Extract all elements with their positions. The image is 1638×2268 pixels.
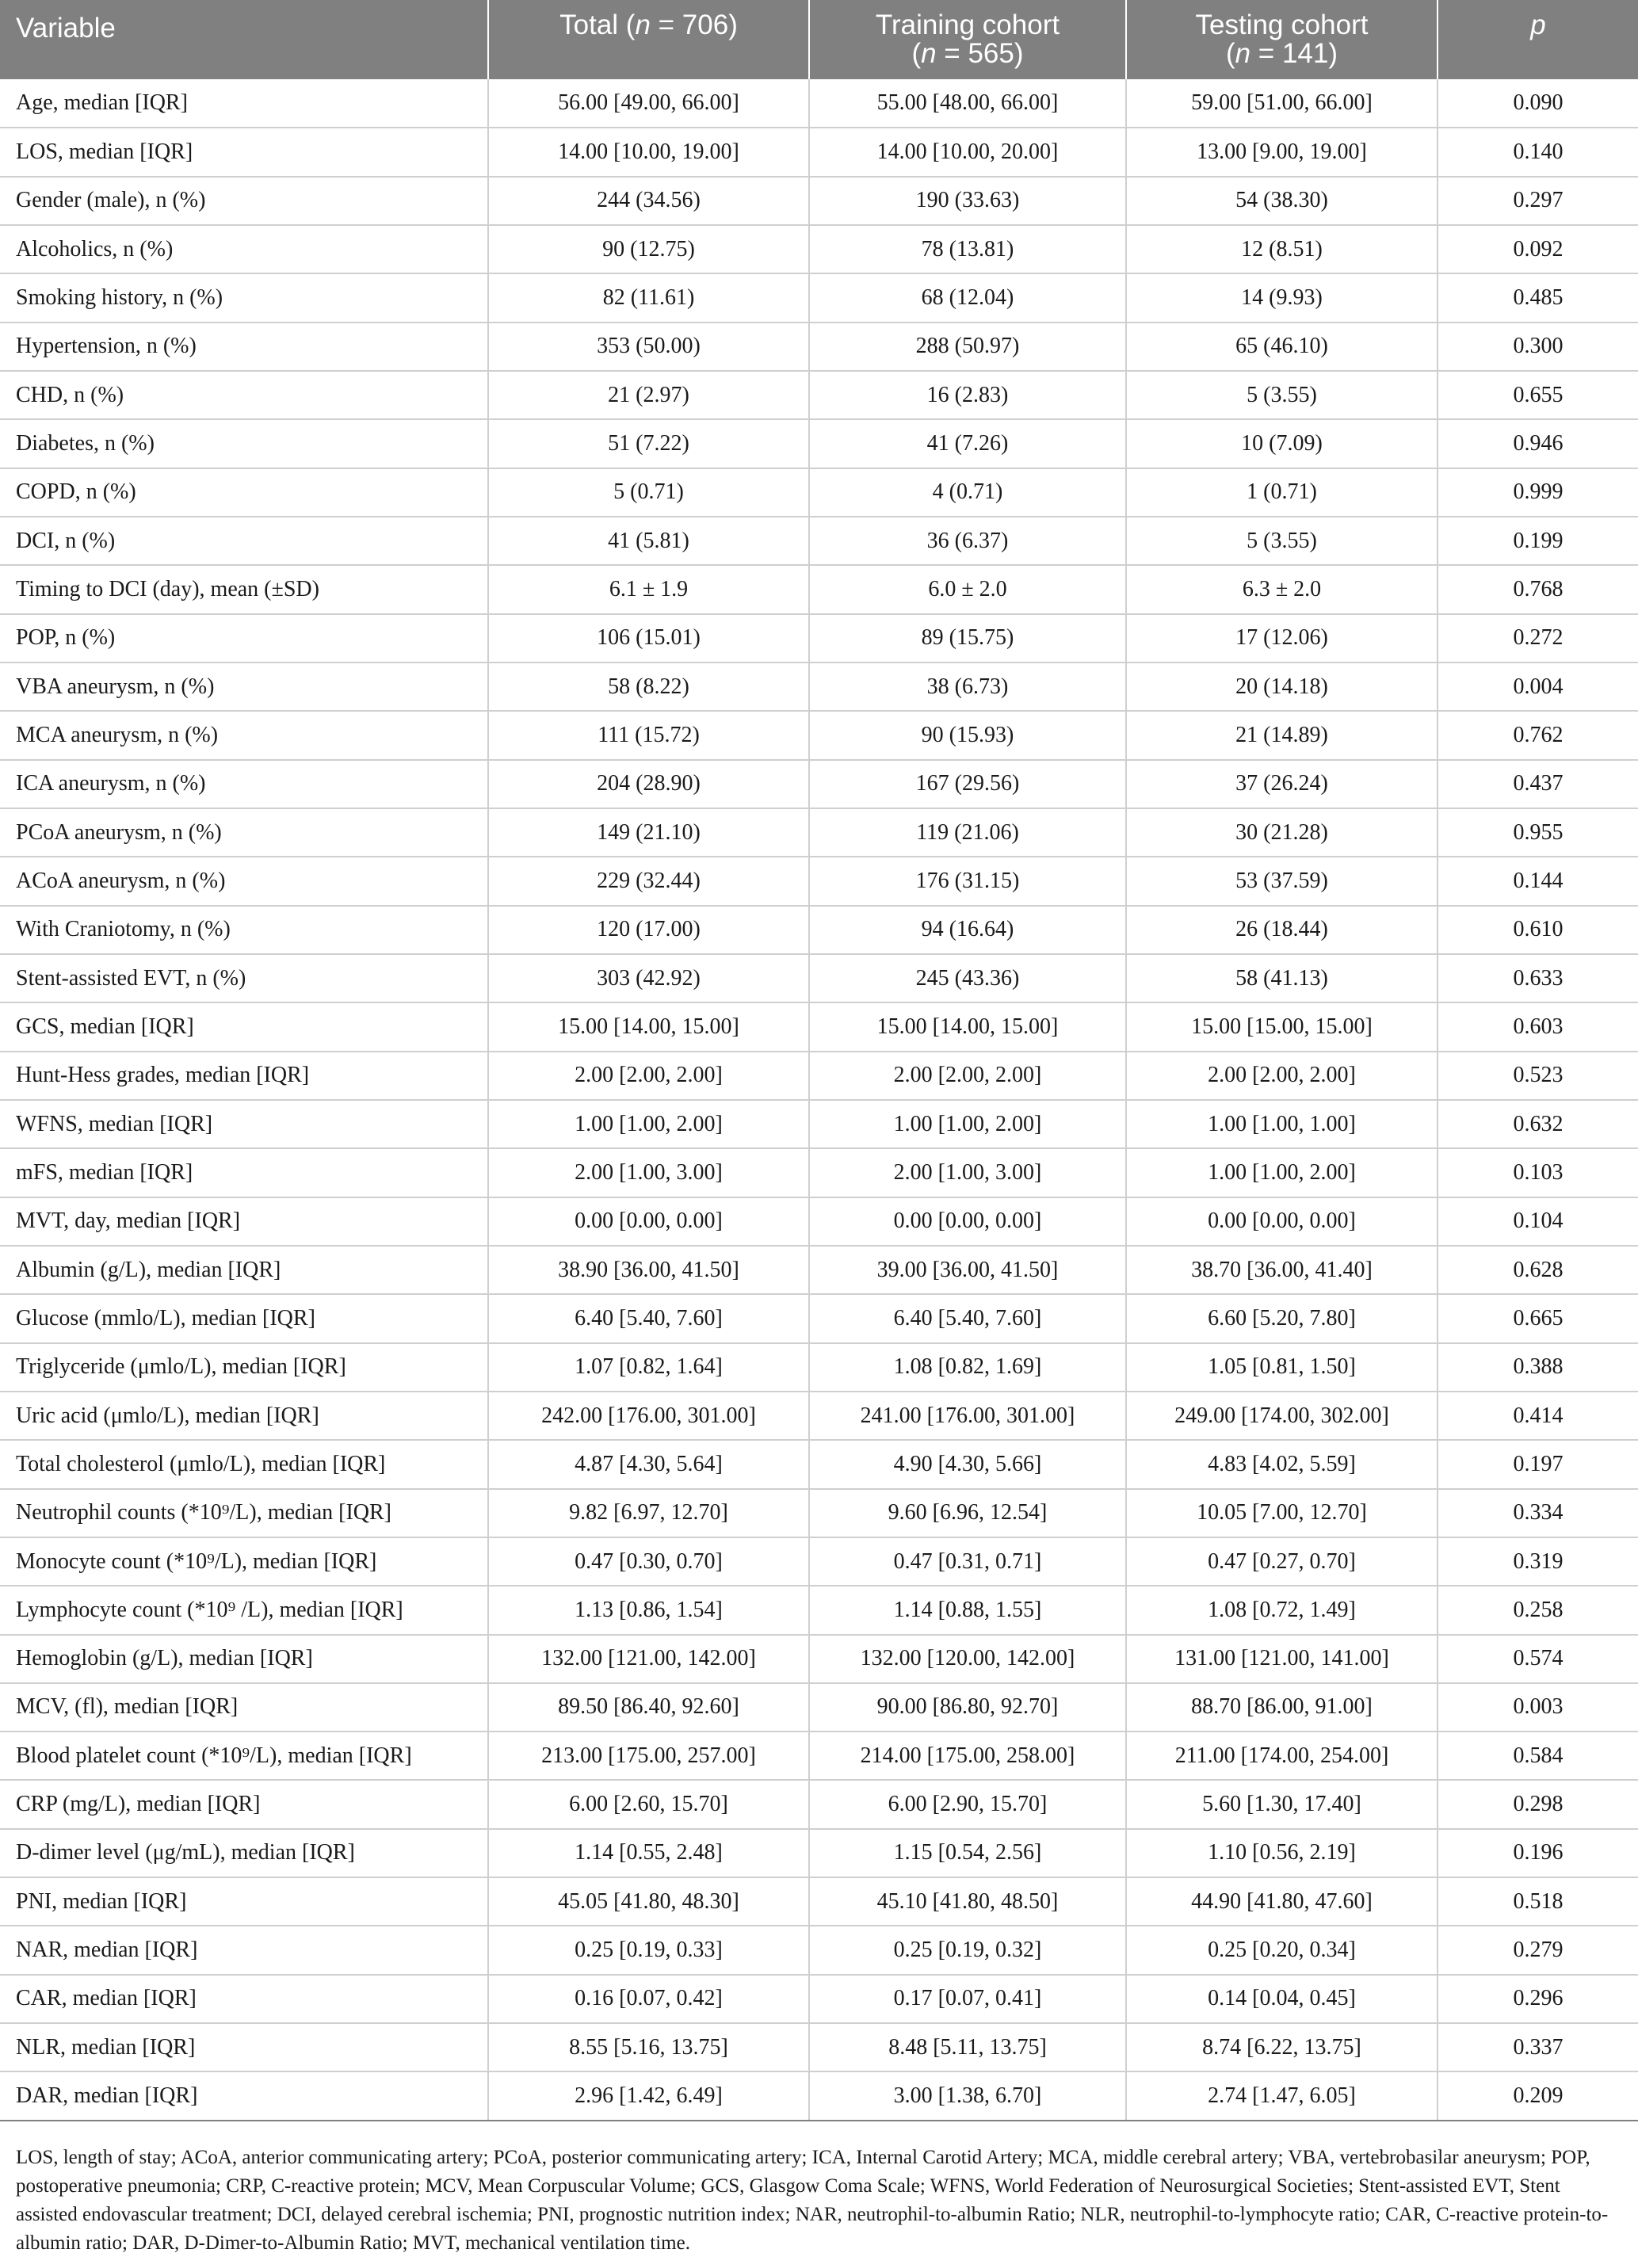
table-row bbox=[0, 1780, 1638, 1828]
cell-training: 8.48 [5.11, 13.75] bbox=[809, 2023, 1126, 2071]
cell-total: 229 (32.44) bbox=[488, 857, 809, 905]
cell-training: 245 (43.36) bbox=[809, 954, 1126, 1002]
cell-testing: 37 (26.24) bbox=[1126, 760, 1438, 808]
cell-total: 90 (12.75) bbox=[488, 225, 809, 273]
table-row bbox=[0, 1683, 1638, 1732]
cell-training: 36 (6.37) bbox=[809, 517, 1126, 565]
cell-p-value: 0.955 bbox=[1438, 808, 1638, 857]
cell-training: 1.15 [0.54, 2.56] bbox=[809, 1829, 1126, 1877]
cell-p-value: 0.768 bbox=[1438, 565, 1638, 613]
table-row bbox=[0, 857, 1638, 905]
table-row bbox=[0, 1926, 1638, 1974]
cell-p-value: 0.272 bbox=[1438, 614, 1638, 662]
table-header bbox=[0, 0, 1638, 79]
cell-variable: Total cholesterol (μmlo/L), median [IQR] bbox=[0, 1440, 488, 1488]
table-row bbox=[0, 2023, 1638, 2071]
table-row bbox=[0, 273, 1638, 322]
header-p-value: p bbox=[1438, 0, 1638, 79]
table-row bbox=[0, 1877, 1638, 1926]
cell-total: 213.00 [175.00, 257.00] bbox=[488, 1732, 809, 1780]
cell-testing: 0.25 [0.20, 0.34] bbox=[1126, 1926, 1438, 1974]
table-row bbox=[0, 177, 1638, 225]
cell-total: 89.50 [86.40, 92.60] bbox=[488, 1683, 809, 1732]
cell-variable: Diabetes, n (%) bbox=[0, 419, 488, 468]
table-footnote: LOS, length of stay; ACoA, anterior communicating artery; PCoA, posterior communicating artery; ICA, Internal Carotid Artery; MCA, middle cerebral artery; VBA, vertebrobasilar aneurysm; POP, postoperative pneumonia; CRP, C-reactive protein; MCV, Mean Corpuscular Volume; GCS, Glasgow Coma Scale; WFNS, World Federation of Neurosurgical Societies; Stent-assisted EVT, Stent assisted endovascular treatment; DCI, delayed cerebral ischemia; PNI, prognostic nutrition index; NAR, neutrophil-to-albumin Ratio; NLR, neutrophil-to-lymphocyte ratio; CAR, C-reactive protein-to-albumin ratio; DAR, D-Dimer-to-Albumin Ratio; MVT, mechanical ventilation time. bbox=[16, 2147, 1609, 2254]
cell-variable: With Craniotomy, n (%) bbox=[0, 906, 488, 954]
cell-total: 6.00 [2.60, 15.70] bbox=[488, 1780, 809, 1828]
table-row bbox=[0, 1294, 1638, 1342]
cell-p-value: 0.414 bbox=[1438, 1392, 1638, 1440]
cell-total: 21 (2.97) bbox=[488, 371, 809, 419]
cell-testing: 2.74 [1.47, 6.05] bbox=[1126, 2071, 1438, 2120]
cell-testing: 14 (9.93) bbox=[1126, 273, 1438, 322]
cell-testing: 1.05 [0.81, 1.50] bbox=[1126, 1343, 1438, 1392]
cell-training: 2.00 [2.00, 2.00] bbox=[809, 1052, 1126, 1100]
table-row bbox=[0, 1732, 1638, 1780]
cell-training: 3.00 [1.38, 6.70] bbox=[809, 2071, 1126, 2120]
cell-variable: Monocyte count (*10⁹/L), median [IQR] bbox=[0, 1537, 488, 1586]
cell-testing: 88.70 [86.00, 91.00] bbox=[1126, 1683, 1438, 1732]
cell-training: 14.00 [10.00, 20.00] bbox=[809, 128, 1126, 176]
cell-testing: 44.90 [41.80, 47.60] bbox=[1126, 1877, 1438, 1926]
cell-training: 78 (13.81) bbox=[809, 225, 1126, 273]
cell-variable: DAR, median [IQR] bbox=[0, 2071, 488, 2120]
cell-variable: Blood platelet count (*10⁹/L), median [IQR] bbox=[0, 1732, 488, 1780]
cell-training: 1.14 [0.88, 1.55] bbox=[809, 1586, 1126, 1634]
cell-testing: 54 (38.30) bbox=[1126, 177, 1438, 225]
cell-p-value: 0.298 bbox=[1438, 1780, 1638, 1828]
table-row bbox=[0, 1392, 1638, 1440]
cell-training: 0.17 [0.07, 0.41] bbox=[809, 1975, 1126, 2023]
table-row bbox=[0, 711, 1638, 759]
cell-total: 1.00 [1.00, 2.00] bbox=[488, 1100, 809, 1148]
cell-p-value: 0.209 bbox=[1438, 2071, 1638, 2120]
cell-testing: 1.00 [1.00, 2.00] bbox=[1126, 1148, 1438, 1197]
cell-p-value: 0.628 bbox=[1438, 1246, 1638, 1294]
cell-training: 176 (31.15) bbox=[809, 857, 1126, 905]
cell-variable: Albumin (g/L), median [IQR] bbox=[0, 1246, 488, 1294]
cell-testing: 15.00 [15.00, 15.00] bbox=[1126, 1002, 1438, 1051]
cell-total: 0.16 [0.07, 0.42] bbox=[488, 1975, 809, 2023]
cell-variable: ICA aneurysm, n (%) bbox=[0, 760, 488, 808]
cell-total: 14.00 [10.00, 19.00] bbox=[488, 128, 809, 176]
table-row bbox=[0, 1537, 1638, 1586]
cell-variable: NAR, median [IQR] bbox=[0, 1926, 488, 1974]
table-row bbox=[0, 2071, 1638, 2120]
cell-testing: 1.00 [1.00, 1.00] bbox=[1126, 1100, 1438, 1148]
table-row bbox=[0, 225, 1638, 273]
cell-training: 90.00 [86.80, 92.70] bbox=[809, 1683, 1126, 1732]
cell-total: 58 (8.22) bbox=[488, 662, 809, 711]
cell-variable: Stent-assisted EVT, n (%) bbox=[0, 954, 488, 1002]
cell-p-value: 0.090 bbox=[1438, 79, 1638, 128]
cell-total: 0.00 [0.00, 0.00] bbox=[488, 1197, 809, 1246]
cell-p-value: 0.199 bbox=[1438, 517, 1638, 565]
table-row bbox=[0, 1002, 1638, 1051]
table-row bbox=[0, 1052, 1638, 1100]
table-row bbox=[0, 1148, 1638, 1197]
cell-training: 4 (0.71) bbox=[809, 468, 1126, 517]
cell-testing: 8.74 [6.22, 13.75] bbox=[1126, 2023, 1438, 2071]
table-row bbox=[0, 662, 1638, 711]
cell-testing: 0.14 [0.04, 0.45] bbox=[1126, 1975, 1438, 2023]
header-row bbox=[0, 0, 1638, 79]
cell-total: 149 (21.10) bbox=[488, 808, 809, 857]
cell-variable: DCI, n (%) bbox=[0, 517, 488, 565]
cell-variable: WFNS, median [IQR] bbox=[0, 1100, 488, 1148]
table-row bbox=[0, 808, 1638, 857]
cell-variable: PCoA aneurysm, n (%) bbox=[0, 808, 488, 857]
cell-total: 8.55 [5.16, 13.75] bbox=[488, 2023, 809, 2071]
table-row bbox=[0, 517, 1638, 565]
cell-p-value: 0.258 bbox=[1438, 1586, 1638, 1634]
cell-testing: 211.00 [174.00, 254.00] bbox=[1126, 1732, 1438, 1780]
cell-total: 0.47 [0.30, 0.70] bbox=[488, 1537, 809, 1586]
cell-testing: 1.08 [0.72, 1.49] bbox=[1126, 1586, 1438, 1634]
cell-variable: MCV, (fl), median [IQR] bbox=[0, 1683, 488, 1732]
cell-p-value: 0.655 bbox=[1438, 371, 1638, 419]
cell-total: 38.90 [36.00, 41.50] bbox=[488, 1246, 809, 1294]
cell-training: 1.00 [1.00, 2.00] bbox=[809, 1100, 1126, 1148]
cell-total: 45.05 [41.80, 48.30] bbox=[488, 1877, 809, 1926]
cell-testing: 5 (3.55) bbox=[1126, 517, 1438, 565]
cell-training: 39.00 [36.00, 41.50] bbox=[809, 1246, 1126, 1294]
cell-p-value: 0.092 bbox=[1438, 225, 1638, 273]
cell-p-value: 0.999 bbox=[1438, 468, 1638, 517]
cell-total: 51 (7.22) bbox=[488, 419, 809, 468]
cell-variable: CHD, n (%) bbox=[0, 371, 488, 419]
cell-total: 120 (17.00) bbox=[488, 906, 809, 954]
cell-training: 4.90 [4.30, 5.66] bbox=[809, 1440, 1126, 1488]
cell-variable: VBA aneurysm, n (%) bbox=[0, 662, 488, 711]
cell-variable: GCS, median [IQR] bbox=[0, 1002, 488, 1051]
header-total: Total (n = 706) bbox=[488, 0, 809, 79]
cell-p-value: 0.633 bbox=[1438, 954, 1638, 1002]
table-row bbox=[0, 1100, 1638, 1148]
cell-testing: 1.10 [0.56, 2.19] bbox=[1126, 1829, 1438, 1877]
cell-variable: CAR, median [IQR] bbox=[0, 1975, 488, 2023]
cell-p-value: 0.104 bbox=[1438, 1197, 1638, 1246]
cell-variable: Gender (male), n (%) bbox=[0, 177, 488, 225]
table-row bbox=[0, 1975, 1638, 2023]
cell-training: 241.00 [176.00, 301.00] bbox=[809, 1392, 1126, 1440]
cell-p-value: 0.334 bbox=[1438, 1489, 1638, 1537]
cell-testing: 10.05 [7.00, 12.70] bbox=[1126, 1489, 1438, 1537]
cell-testing: 131.00 [121.00, 141.00] bbox=[1126, 1635, 1438, 1683]
cell-total: 106 (15.01) bbox=[488, 614, 809, 662]
cell-testing: 59.00 [51.00, 66.00] bbox=[1126, 79, 1438, 128]
cell-total: 6.40 [5.40, 7.60] bbox=[488, 1294, 809, 1342]
cell-total: 5 (0.71) bbox=[488, 468, 809, 517]
cell-testing: 5 (3.55) bbox=[1126, 371, 1438, 419]
cell-testing: 65 (46.10) bbox=[1126, 323, 1438, 371]
cell-testing: 5.60 [1.30, 17.40] bbox=[1126, 1780, 1438, 1828]
table-body bbox=[0, 79, 1638, 2121]
cell-total: 1.13 [0.86, 1.54] bbox=[488, 1586, 809, 1634]
table-row bbox=[0, 760, 1638, 808]
cell-total: 82 (11.61) bbox=[488, 273, 809, 322]
cell-total: 6.1 ± 1.9 bbox=[488, 565, 809, 613]
cell-testing: 10 (7.09) bbox=[1126, 419, 1438, 468]
cell-variable: Glucose (mmlo/L), median [IQR] bbox=[0, 1294, 488, 1342]
header-testing-cohort: Testing cohort (n = 141) bbox=[1126, 0, 1438, 79]
table-row bbox=[0, 1489, 1638, 1537]
cell-testing: 12 (8.51) bbox=[1126, 225, 1438, 273]
cell-total: 2.00 [2.00, 2.00] bbox=[488, 1052, 809, 1100]
cell-p-value: 0.297 bbox=[1438, 177, 1638, 225]
cell-variable: POP, n (%) bbox=[0, 614, 488, 662]
cell-total: 2.96 [1.42, 6.49] bbox=[488, 2071, 809, 2120]
cell-testing: 2.00 [2.00, 2.00] bbox=[1126, 1052, 1438, 1100]
cell-p-value: 0.103 bbox=[1438, 1148, 1638, 1197]
cell-variable: CRP (mg/L), median [IQR] bbox=[0, 1780, 488, 1828]
cell-training: 190 (33.63) bbox=[809, 177, 1126, 225]
cell-variable: Age, median [IQR] bbox=[0, 79, 488, 128]
cell-testing: 20 (14.18) bbox=[1126, 662, 1438, 711]
cell-total: 41 (5.81) bbox=[488, 517, 809, 565]
cell-training: 119 (21.06) bbox=[809, 808, 1126, 857]
cell-p-value: 0.279 bbox=[1438, 1926, 1638, 1974]
cell-variable: Timing to DCI (day), mean (±SD) bbox=[0, 565, 488, 613]
cell-total: 244 (34.56) bbox=[488, 177, 809, 225]
cell-training: 89 (15.75) bbox=[809, 614, 1126, 662]
cell-variable: D-dimer level (μg/mL), median [IQR] bbox=[0, 1829, 488, 1877]
cell-testing: 0.00 [0.00, 0.00] bbox=[1126, 1197, 1438, 1246]
cell-variable: Smoking history, n (%) bbox=[0, 273, 488, 322]
cell-p-value: 0.584 bbox=[1438, 1732, 1638, 1780]
cell-p-value: 0.196 bbox=[1438, 1829, 1638, 1877]
table-row bbox=[0, 1635, 1638, 1683]
cell-variable: Uric acid (μmlo/L), median [IQR] bbox=[0, 1392, 488, 1440]
cell-total: 56.00 [49.00, 66.00] bbox=[488, 79, 809, 128]
cell-training: 9.60 [6.96, 12.54] bbox=[809, 1489, 1126, 1537]
header-training-cohort: Training cohort (n = 565) bbox=[809, 0, 1126, 79]
cell-variable: ACoA aneurysm, n (%) bbox=[0, 857, 488, 905]
cell-training: 6.0 ± 2.0 bbox=[809, 565, 1126, 613]
table-row bbox=[0, 1343, 1638, 1392]
cell-testing: 26 (18.44) bbox=[1126, 906, 1438, 954]
cell-variable: Hypertension, n (%) bbox=[0, 323, 488, 371]
cell-p-value: 0.946 bbox=[1438, 419, 1638, 468]
cell-training: 0.25 [0.19, 0.32] bbox=[809, 1926, 1126, 1974]
cell-p-value: 0.574 bbox=[1438, 1635, 1638, 1683]
cell-training: 94 (16.64) bbox=[809, 906, 1126, 954]
cell-total: 111 (15.72) bbox=[488, 711, 809, 759]
cell-training: 0.00 [0.00, 0.00] bbox=[809, 1197, 1126, 1246]
cell-p-value: 0.665 bbox=[1438, 1294, 1638, 1342]
cell-p-value: 0.296 bbox=[1438, 1975, 1638, 2023]
cell-p-value: 0.518 bbox=[1438, 1877, 1638, 1926]
cell-training: 288 (50.97) bbox=[809, 323, 1126, 371]
table-row bbox=[0, 79, 1638, 128]
cell-variable: PNI, median [IQR] bbox=[0, 1877, 488, 1926]
cell-training: 38 (6.73) bbox=[809, 662, 1126, 711]
table-row bbox=[0, 565, 1638, 613]
table-row bbox=[0, 1829, 1638, 1877]
cell-p-value: 0.337 bbox=[1438, 2023, 1638, 2071]
cell-training: 55.00 [48.00, 66.00] bbox=[809, 79, 1126, 128]
table-row bbox=[0, 906, 1638, 954]
cell-testing: 6.3 ± 2.0 bbox=[1126, 565, 1438, 613]
cell-variable: Neutrophil counts (*10⁹/L), median [IQR] bbox=[0, 1489, 488, 1537]
cell-variable: Alcoholics, n (%) bbox=[0, 225, 488, 273]
cell-total: 242.00 [176.00, 301.00] bbox=[488, 1392, 809, 1440]
cell-variable: LOS, median [IQR] bbox=[0, 128, 488, 176]
cell-testing: 21 (14.89) bbox=[1126, 711, 1438, 759]
cell-training: 16 (2.83) bbox=[809, 371, 1126, 419]
cell-training: 68 (12.04) bbox=[809, 273, 1126, 322]
cell-total: 132.00 [121.00, 142.00] bbox=[488, 1635, 809, 1683]
cell-p-value: 0.197 bbox=[1438, 1440, 1638, 1488]
cell-testing: 6.60 [5.20, 7.80] bbox=[1126, 1294, 1438, 1342]
cell-training: 167 (29.56) bbox=[809, 760, 1126, 808]
cell-variable: Hunt-Hess grades, median [IQR] bbox=[0, 1052, 488, 1100]
cell-total: 0.25 [0.19, 0.33] bbox=[488, 1926, 809, 1974]
table-row bbox=[0, 128, 1638, 176]
cell-training: 214.00 [175.00, 258.00] bbox=[809, 1732, 1126, 1780]
cell-testing: 13.00 [9.00, 19.00] bbox=[1126, 128, 1438, 176]
table-row bbox=[0, 323, 1638, 371]
cell-testing: 17 (12.06) bbox=[1126, 614, 1438, 662]
cell-total: 303 (42.92) bbox=[488, 954, 809, 1002]
cell-variable: COPD, n (%) bbox=[0, 468, 488, 517]
cell-training: 132.00 [120.00, 142.00] bbox=[809, 1635, 1126, 1683]
cell-total: 1.07 [0.82, 1.64] bbox=[488, 1343, 809, 1392]
cell-p-value: 0.004 bbox=[1438, 662, 1638, 711]
cell-training: 2.00 [1.00, 3.00] bbox=[809, 1148, 1126, 1197]
cell-p-value: 0.485 bbox=[1438, 273, 1638, 322]
cell-testing: 38.70 [36.00, 41.40] bbox=[1126, 1246, 1438, 1294]
cell-p-value: 0.003 bbox=[1438, 1683, 1638, 1732]
cell-total: 204 (28.90) bbox=[488, 760, 809, 808]
header-variable: Variable bbox=[0, 0, 488, 79]
cell-testing: 249.00 [174.00, 302.00] bbox=[1126, 1392, 1438, 1440]
cell-total: 353 (50.00) bbox=[488, 323, 809, 371]
cell-testing: 53 (37.59) bbox=[1126, 857, 1438, 905]
cell-testing: 58 (41.13) bbox=[1126, 954, 1438, 1002]
cell-p-value: 0.632 bbox=[1438, 1100, 1638, 1148]
cell-variable: Triglyceride (μmlo/L), median [IQR] bbox=[0, 1343, 488, 1392]
cell-training: 1.08 [0.82, 1.69] bbox=[809, 1343, 1126, 1392]
table-row bbox=[0, 1586, 1638, 1634]
cell-total: 2.00 [1.00, 3.00] bbox=[488, 1148, 809, 1197]
cell-variable: mFS, median [IQR] bbox=[0, 1148, 488, 1197]
cell-p-value: 0.610 bbox=[1438, 906, 1638, 954]
table-row bbox=[0, 1246, 1638, 1294]
table-row bbox=[0, 954, 1638, 1002]
cell-testing: 4.83 [4.02, 5.59] bbox=[1126, 1440, 1438, 1488]
table-row bbox=[0, 614, 1638, 662]
cell-total: 1.14 [0.55, 2.48] bbox=[488, 1829, 809, 1877]
table-row bbox=[0, 371, 1638, 419]
table-row bbox=[0, 1197, 1638, 1246]
cell-total: 15.00 [14.00, 15.00] bbox=[488, 1002, 809, 1051]
cell-training: 41 (7.26) bbox=[809, 419, 1126, 468]
cell-p-value: 0.300 bbox=[1438, 323, 1638, 371]
cell-p-value: 0.762 bbox=[1438, 711, 1638, 759]
cell-training: 6.40 [5.40, 7.60] bbox=[809, 1294, 1126, 1342]
cell-variable: Hemoglobin (g/L), median [IQR] bbox=[0, 1635, 488, 1683]
cell-p-value: 0.523 bbox=[1438, 1052, 1638, 1100]
cell-p-value: 0.388 bbox=[1438, 1343, 1638, 1392]
cell-training: 0.47 [0.31, 0.71] bbox=[809, 1537, 1126, 1586]
cell-variable: MVT, day, median [IQR] bbox=[0, 1197, 488, 1246]
table-row bbox=[0, 1440, 1638, 1488]
cell-variable: Lymphocyte count (*10⁹ /L), median [IQR] bbox=[0, 1586, 488, 1634]
cell-p-value: 0.144 bbox=[1438, 857, 1638, 905]
cell-total: 9.82 [6.97, 12.70] bbox=[488, 1489, 809, 1537]
cell-training: 45.10 [41.80, 48.50] bbox=[809, 1877, 1126, 1926]
cell-variable: MCA aneurysm, n (%) bbox=[0, 711, 488, 759]
cell-training: 15.00 [14.00, 15.00] bbox=[809, 1002, 1126, 1051]
cell-p-value: 0.603 bbox=[1438, 1002, 1638, 1051]
cell-p-value: 0.140 bbox=[1438, 128, 1638, 176]
cell-p-value: 0.437 bbox=[1438, 760, 1638, 808]
cell-testing: 1 (0.71) bbox=[1126, 468, 1438, 517]
table-row bbox=[0, 419, 1638, 468]
cell-training: 6.00 [2.90, 15.70] bbox=[809, 1780, 1126, 1828]
cell-training: 90 (15.93) bbox=[809, 711, 1126, 759]
cell-total: 4.87 [4.30, 5.64] bbox=[488, 1440, 809, 1488]
cell-testing: 30 (21.28) bbox=[1126, 808, 1438, 857]
cell-p-value: 0.319 bbox=[1438, 1537, 1638, 1586]
cell-testing: 0.47 [0.27, 0.70] bbox=[1126, 1537, 1438, 1586]
cell-variable: NLR, median [IQR] bbox=[0, 2023, 488, 2071]
table-row bbox=[0, 468, 1638, 517]
